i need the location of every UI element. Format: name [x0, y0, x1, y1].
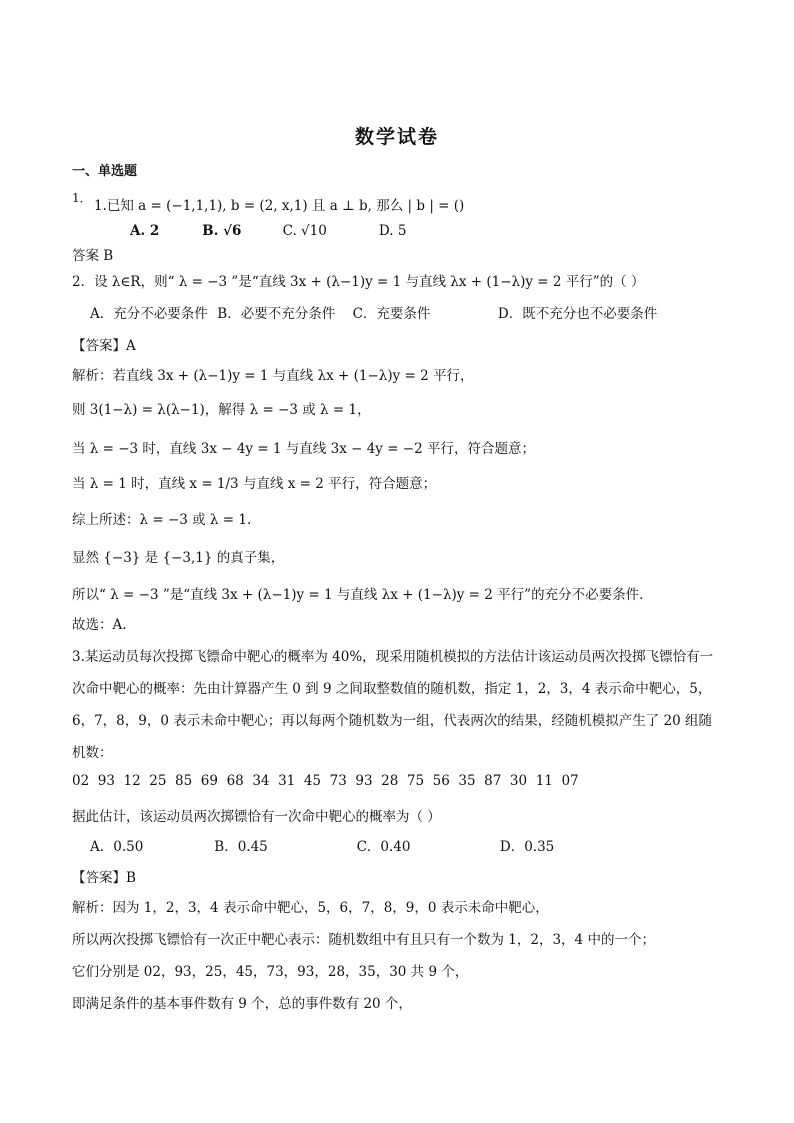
q3-solution-line: 解析：因为 1，2，3，4 表示命中靶心，5，6，7，8，9，0 表示未命中靶心，: [72, 900, 549, 916]
q2-answer: 【答案】A: [72, 338, 136, 354]
q2-stem: 2．设 λ∈R，则“ λ = −3 ”是“直线 3x + (λ−1)y = 1 与直线 λx + (1−λ)y = 2 平行”的（ ）: [72, 274, 645, 290]
q3-stem-line: 次命中靶心的概率：先由计算器产生 0 到 9 之间取整数值的随机数，指定 1，2，3，4 表示命中靶心，5，: [72, 681, 712, 697]
q2-solution-line: 综上所述：λ = −3 或 λ = 1.: [72, 512, 252, 528]
section-heading: 一、单选题: [72, 164, 138, 179]
q2-solution-line: 则 3(1−λ) = λ(λ−1)，解得 λ = −3 或 λ = 1，: [72, 402, 371, 418]
q1-option-c: C. √10: [282, 223, 327, 239]
q2-solution-line: 解析：若直线 3x + (λ−1)y = 1 与直线 λx + (1−λ)y = 2 平行，: [72, 368, 474, 384]
q3-stem-line: 6，7，8，9，0 表示未命中靶心；再以每两个随机数为一组，代表两次的结果，经随机模拟产生了 20 组随: [72, 713, 712, 729]
q2-solution-line: 当 λ = 1 时，直线 x = 1/3 与直线 x = 2 平行，符合题意；: [72, 476, 437, 492]
q1-option-d: D. 5: [378, 223, 407, 239]
q3-option-a: A．0.50: [90, 839, 144, 855]
q3-random-numbers: 02 93 12 25 85 69 68 34 31 45 73 93 28 75 56 35 87 30 11 07: [72, 773, 579, 789]
q2-option-d: D．既不充分也不必要条件: [497, 306, 658, 322]
q3-solution-line: 它们分别是 02，93，25，45，73，93，28，35，30 共 9 个，: [72, 964, 469, 980]
q3-solution-line: 即满足条件的基本事件数有 9 个，总的事件数有 20 个，: [72, 996, 412, 1012]
q2-solution-line: 所以“ λ = −3 ”是“直线 3x + (λ−1)y = 1 与直线 λx + (1−λ)y = 2 平行”的充分不必要条件.: [72, 587, 644, 603]
q3-stem-line: 机数：: [72, 745, 113, 761]
q3-stem-line: 3.某运动员每次投掷飞镖命中靶心的概率为 40%，现采用随机模拟的方法估计该运动员两次投掷飞镖恰有一: [72, 649, 714, 665]
q2-solution-line: 显然 {−3} 是 {−3,1} 的真子集，: [72, 550, 285, 566]
q1-option-b: B. √6: [202, 223, 242, 239]
q1-answer: 答案 B: [72, 248, 114, 264]
q3-solution-line: 所以两次投掷飞镖恰有一次正中靶心表示：随机数组中有且只有一个数为 1，2，3，4 中的一个；: [72, 932, 655, 948]
q3-answer: 【答案】B: [72, 870, 136, 886]
q1-options: [130, 223, 406, 239]
q1-num: 1．: [72, 191, 92, 205]
q1-number: [72, 189, 92, 206]
q2-option-b: B．必要不充分条件: [217, 306, 336, 322]
q2-option-c: C．充要条件: [352, 306, 431, 322]
q1-stem: 1.已知 a = (−1,1,1), b = (2, x,1) 且 a ⊥ b, 那么 | b | = (): [94, 198, 465, 214]
q1-option-a: A. 2: [130, 223, 160, 239]
q3-options: [90, 835, 554, 855]
q3-option-b: B．0.45: [214, 839, 268, 855]
q3-question: 据此估计，该运动员两次掷镖恰有一次命中靶心的概率为（ ）: [72, 809, 441, 825]
q2-option-a: A．充分不必要条件: [90, 306, 208, 322]
q2-solution-line: 故选：A.: [72, 617, 127, 633]
q2-solution-line: 当 λ = −3 时，直线 3x − 4y = 1 与直线 3x − 4y = −2 平行，符合题意；: [72, 441, 536, 457]
q3-option-d: D．0.35: [499, 839, 555, 855]
q2-options: [90, 302, 657, 322]
page-title: 数学试卷: [354, 126, 439, 148]
q3-option-c: C．0.40: [356, 839, 411, 855]
